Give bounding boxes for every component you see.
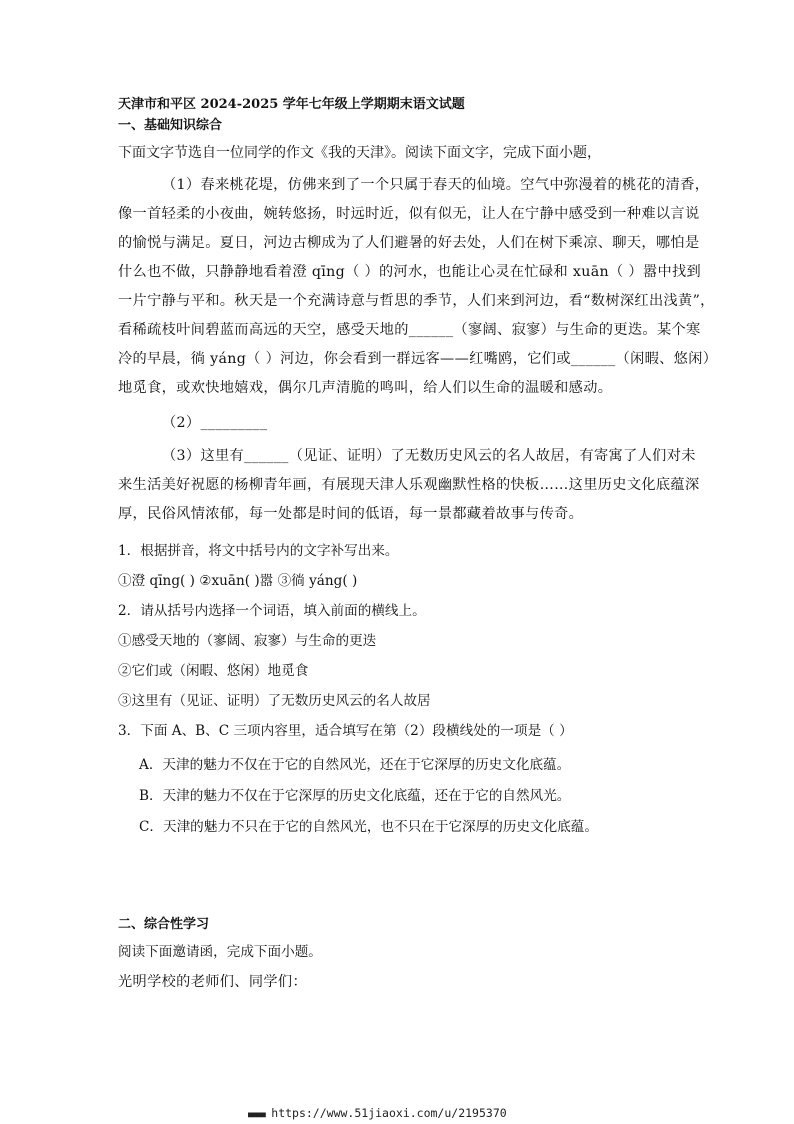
para1-line: 一片宁静与平和。秋天是一个充满诗意与哲思的季节，人们来到河边，看“数树深红出浅黄”， [118, 293, 715, 309]
question-2-item: ③这里有（见证、证明）了无数历史风云的名人故居 [118, 693, 431, 709]
para1-line: 看稀疏枝叶间碧蓝而高远的天空，感受天地的______（寥阔、寂寥）与生命的更迭。某个寒 [118, 322, 701, 338]
section2-heading: 二、综合性学习 [118, 917, 210, 932]
page-title: 天津市和平区 2024-2025 学年七年级上学期期末语文试题 [118, 97, 465, 112]
para3-line: （3）这里有______（见证、证明）了无数历史风云的名人故居，有寄寓了人们对未 [162, 448, 696, 464]
question-2-item: ①感受天地的（寥阔、寂寥）与生命的更迭 [118, 633, 377, 649]
section2-intro: 阅读下面邀请函，完成下面小题。 [118, 944, 322, 960]
footer-watermark [248, 1106, 507, 1120]
para1-line: 冷的早晨，徜 yáng（ ）河边，你会看到一群远客——红嘴鸥，它们或______（闲暇、悠闲） [118, 351, 718, 367]
question-2: 2．请从括号内选择一个词语，填入前面的横线上。 [118, 603, 426, 619]
footer-mark: ■■■■ [248, 1110, 266, 1119]
para1-line: 像一首轻柔的小夜曲，婉转悠扬，时远时近，似有似无，让人在宁静中感受到一种难以言说 [118, 206, 700, 222]
para1-line: 的愉悦与满足。夏日，河边古柳成为了人们避暑的好去处，人们在树下乘凉、聊天，哪怕是 [118, 235, 700, 251]
para1-line: 什么也不做，只静静地看着澄 qīng（ ）的河水，也能让心灵在忙碌和 xuān（ ）嚣中找到 [118, 264, 702, 280]
section1-intro: 下面文字节选自一位同学的作文《我的天津》。阅读下面文字，完成下面小题， [118, 145, 601, 161]
para2-blank: （2）_________ [162, 415, 268, 431]
question-2-item: ②它们或（闲暇、悠闲）地觅食 [118, 663, 309, 679]
letter-salutation: 光明学校的老师们、同学们： [118, 974, 307, 990]
question-3: 3．下面 A、B、C 三项内容里，适合填写在第（2）段横线处的一项是（ ） [118, 723, 573, 739]
question-3-option: A．天津的魅力不仅在于它的自然风光，还在于它深厚的历史文化底蕴。 [139, 757, 571, 773]
para1-line: 地觅食，或欢快地嬉戏，偶尔几声清脆的鸣叫，给人们以生命的温暖和感动。 [118, 380, 613, 396]
section1-heading: 一、基础知识综合 [118, 118, 223, 133]
question-3-option: C．天津的魅力不只在于它的自然风光，也不只在于它深厚的历史文化底蕴。 [139, 819, 598, 835]
para3-line: 厚，民俗风情浓郁，每一处都是时间的低语，每一景都藏着故事与传奇。 [118, 506, 584, 522]
para3-line: 来生活美好祝愿的杨柳青年画，有展现天津人乐观幽默性格的快板……这里历史文化底蕴深 [118, 477, 700, 493]
question-1: 1．根据拼音，将文中括号内的文字补写出来。 [118, 543, 399, 559]
para1-line: （1）春来桃花堤，仿佛来到了一个只属于春天的仙境。空气中弥漫着的桃花的清香， [162, 177, 710, 193]
question-1-items: ①澄 qīng( ) ②xuān( )嚣 ③徜 yáng( ) [118, 573, 358, 589]
footer-url: https://www.51jiaoxi.com/u/2195370 [271, 1106, 507, 1120]
question-3-option: B．天津的魅力不仅在于它深厚的历史文化底蕴，还在于它的自然风光。 [139, 788, 571, 804]
